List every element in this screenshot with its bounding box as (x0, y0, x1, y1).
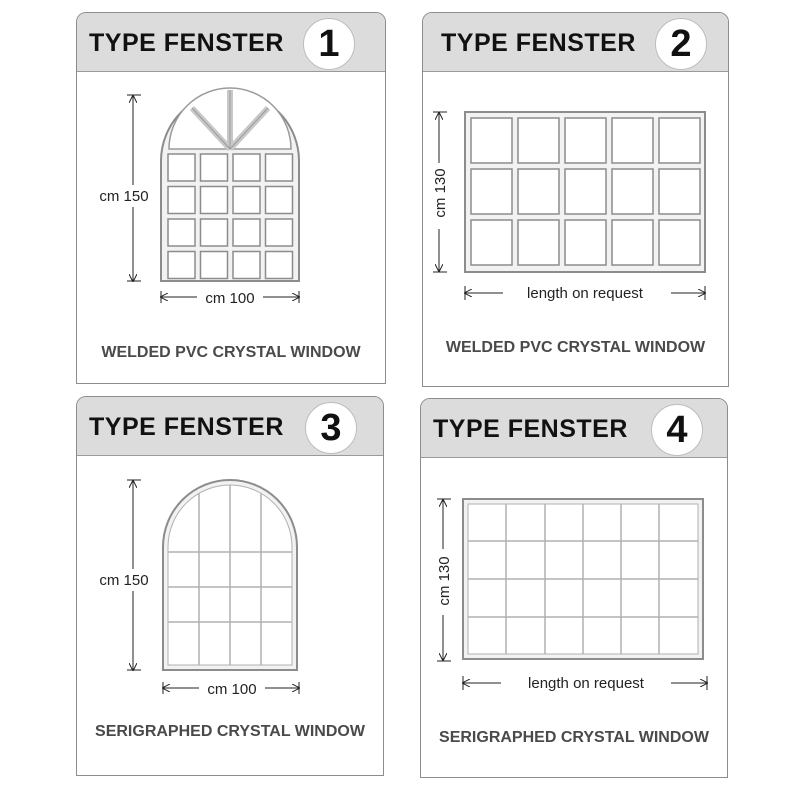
width-dimension-label: cm 100 (205, 290, 255, 307)
height-dimension-label: cm 130 (436, 556, 453, 606)
height-dimension-label: cm 150 (99, 572, 149, 589)
type-number-badge: 4 (651, 404, 703, 456)
window-pane (233, 187, 260, 214)
width-dimension-label: cm 100 (207, 681, 257, 698)
window-pane (266, 187, 293, 214)
height-dimension-label: cm 150 (99, 188, 149, 205)
window-pane (471, 220, 512, 265)
window-pane (612, 169, 653, 214)
window-pane (659, 169, 700, 214)
window-drawing (421, 399, 728, 778)
card-title: TYPE FENSTER (89, 413, 284, 441)
card-title: TYPE FENSTER (441, 29, 636, 57)
window-pane (168, 187, 195, 214)
window-pane (518, 118, 559, 163)
window-panes (471, 118, 700, 265)
window-pane (168, 219, 195, 246)
window-pane (233, 252, 260, 279)
window-caption: SERIGRAPHED CRYSTAL WINDOW (95, 723, 365, 740)
window-card-4 (420, 398, 728, 778)
window-pane (266, 219, 293, 246)
window-card-1 (76, 12, 386, 384)
window-pane (233, 154, 260, 181)
window-pane (471, 118, 512, 163)
window-card-2 (422, 12, 729, 387)
window-caption: WELDED PVC CRYSTAL WINDOW (101, 344, 361, 361)
card-title: TYPE FENSTER (89, 29, 284, 57)
window-pane (659, 118, 700, 163)
height-dimension-label: cm 130 (432, 168, 449, 218)
window-pane (518, 220, 559, 265)
window-pane (201, 219, 228, 246)
type-number-badge: 1 (303, 18, 355, 70)
window-drawing (77, 397, 384, 776)
window-caption: SERIGRAPHED CRYSTAL WINDOW (439, 729, 709, 746)
card-title: TYPE FENSTER (433, 415, 628, 443)
type-number-badge: 3 (305, 402, 357, 454)
window-pane (233, 219, 260, 246)
window-pane (168, 154, 195, 181)
window-pane (168, 252, 195, 279)
window-pane (518, 169, 559, 214)
window-card-3 (76, 396, 384, 776)
type-number-badge: 2 (655, 18, 707, 70)
window-pane (471, 169, 512, 214)
window-pane (201, 154, 228, 181)
window-pane (565, 169, 606, 214)
window-pane (612, 118, 653, 163)
window-pane (565, 220, 606, 265)
width-dimension-label: length on request (527, 285, 643, 302)
window-pane (612, 220, 653, 265)
window-pane (266, 154, 293, 181)
width-dimension-label: length on request (528, 675, 644, 692)
window-caption: WELDED PVC CRYSTAL WINDOW (445, 339, 706, 356)
window-pane (565, 118, 606, 163)
window-drawing (77, 13, 386, 384)
window-pane (201, 252, 228, 279)
window-pane (659, 220, 700, 265)
window-drawing (423, 13, 729, 387)
window-pane (201, 187, 228, 214)
window-pane (266, 252, 293, 279)
